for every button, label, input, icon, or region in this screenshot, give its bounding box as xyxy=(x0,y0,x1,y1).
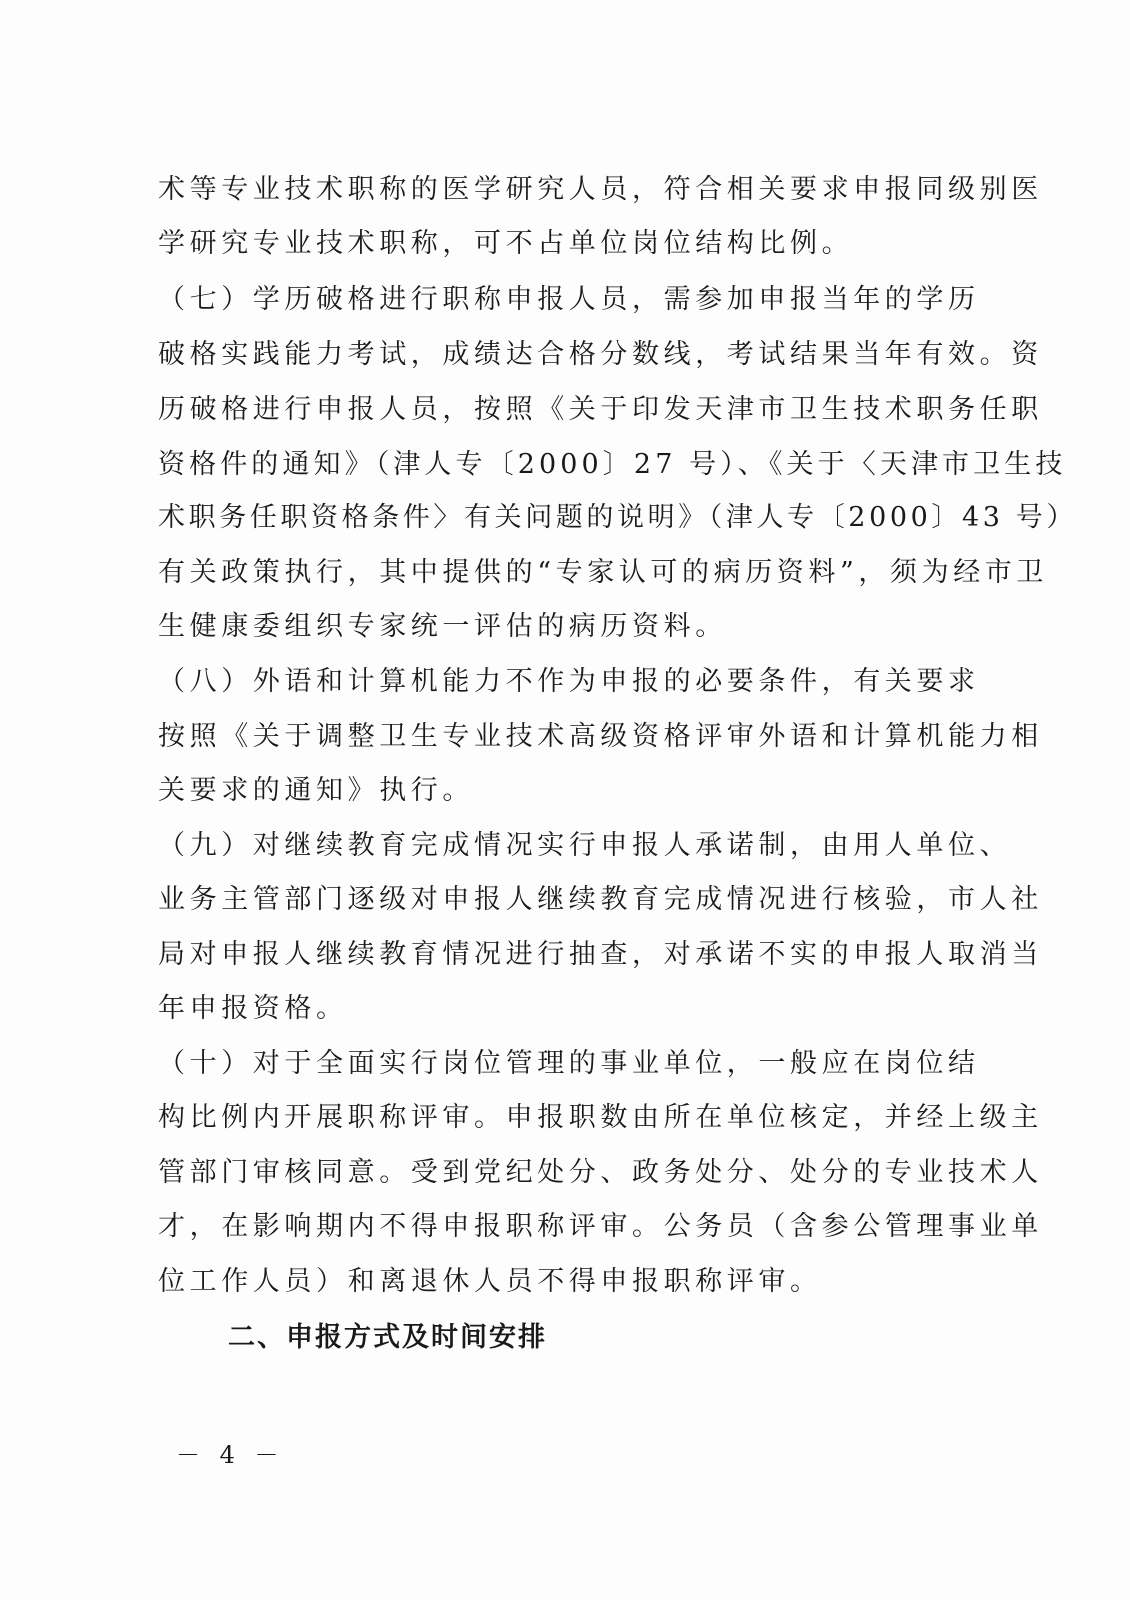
text-line: 局对申报人继续教育情况进行抽查，对承诺不实的申报人取消当 xyxy=(158,939,1043,970)
text-line: 位工作人员）和离退休人员不得申报职称评审。 xyxy=(158,1266,822,1297)
text-line: 学研究专业技术职称，可不占单位岗位结构比例。 xyxy=(158,228,854,259)
text-line: （十）对于全面实行岗位管理的事业单位，一般应在岗位结 xyxy=(158,1048,980,1079)
text-line: 业务主管部门逐级对申报人继续教育完成情况进行核验，市人社 xyxy=(158,884,1043,915)
section-heading: 二、申报方式及时间安排 xyxy=(228,1322,547,1353)
text-line: 按照《关于调整卫生专业技术高级资格评审外语和计算机能力相 xyxy=(158,721,1043,752)
text-line: （九）对继续教育完成情况实行申报人承诺制，由用人单位、 xyxy=(158,830,1012,861)
text-line: （七）学历破格进行职称申报人员，需参加申报当年的学历 xyxy=(158,284,980,315)
text-line: 术等专业技术职称的医学研究人员，符合相关要求申报同级别医 xyxy=(158,174,1043,205)
text-line: 管部门审核同意。受到党纪处分、政务处分、处分的专业技术人 xyxy=(158,1157,1043,1188)
text-line: 历破格进行申报人员，按照《关于印发天津市卫生技术职务任职 xyxy=(158,394,1043,425)
text-line: 资格件的通知》（津人专〔2000〕27 号）、《关于〈天津市卫生技 xyxy=(158,449,1067,480)
page-number: － 4 － xyxy=(176,1441,285,1469)
text-line: 破格实践能力考试，成绩达合格分数线，考试结果当年有效。资 xyxy=(158,339,1043,370)
text-line: （八）外语和计算机能力不作为申报的必要条件，有关要求 xyxy=(158,666,980,697)
text-line: 才，在影响期内不得申报职称评审。公务员（含参公管理事业单 xyxy=(158,1211,1043,1242)
text-line: 年申报资格。 xyxy=(158,993,348,1024)
text-line: 有关政策执行，其中提供的“专家认可的病历资料”，须为经市卫 xyxy=(158,557,1049,588)
text-line: 关要求的通知》执行。 xyxy=(158,775,474,806)
text-line: 构比例内开展职称评审。申报职数由所在单位核定，并经上级主 xyxy=(158,1102,1043,1133)
text-line: 生健康委组织专家统一评估的病历资料。 xyxy=(158,611,727,642)
text-line: 术职务任职资格条件〉有关问题的说明》（津人专〔2000〕43 号） xyxy=(158,502,1077,533)
